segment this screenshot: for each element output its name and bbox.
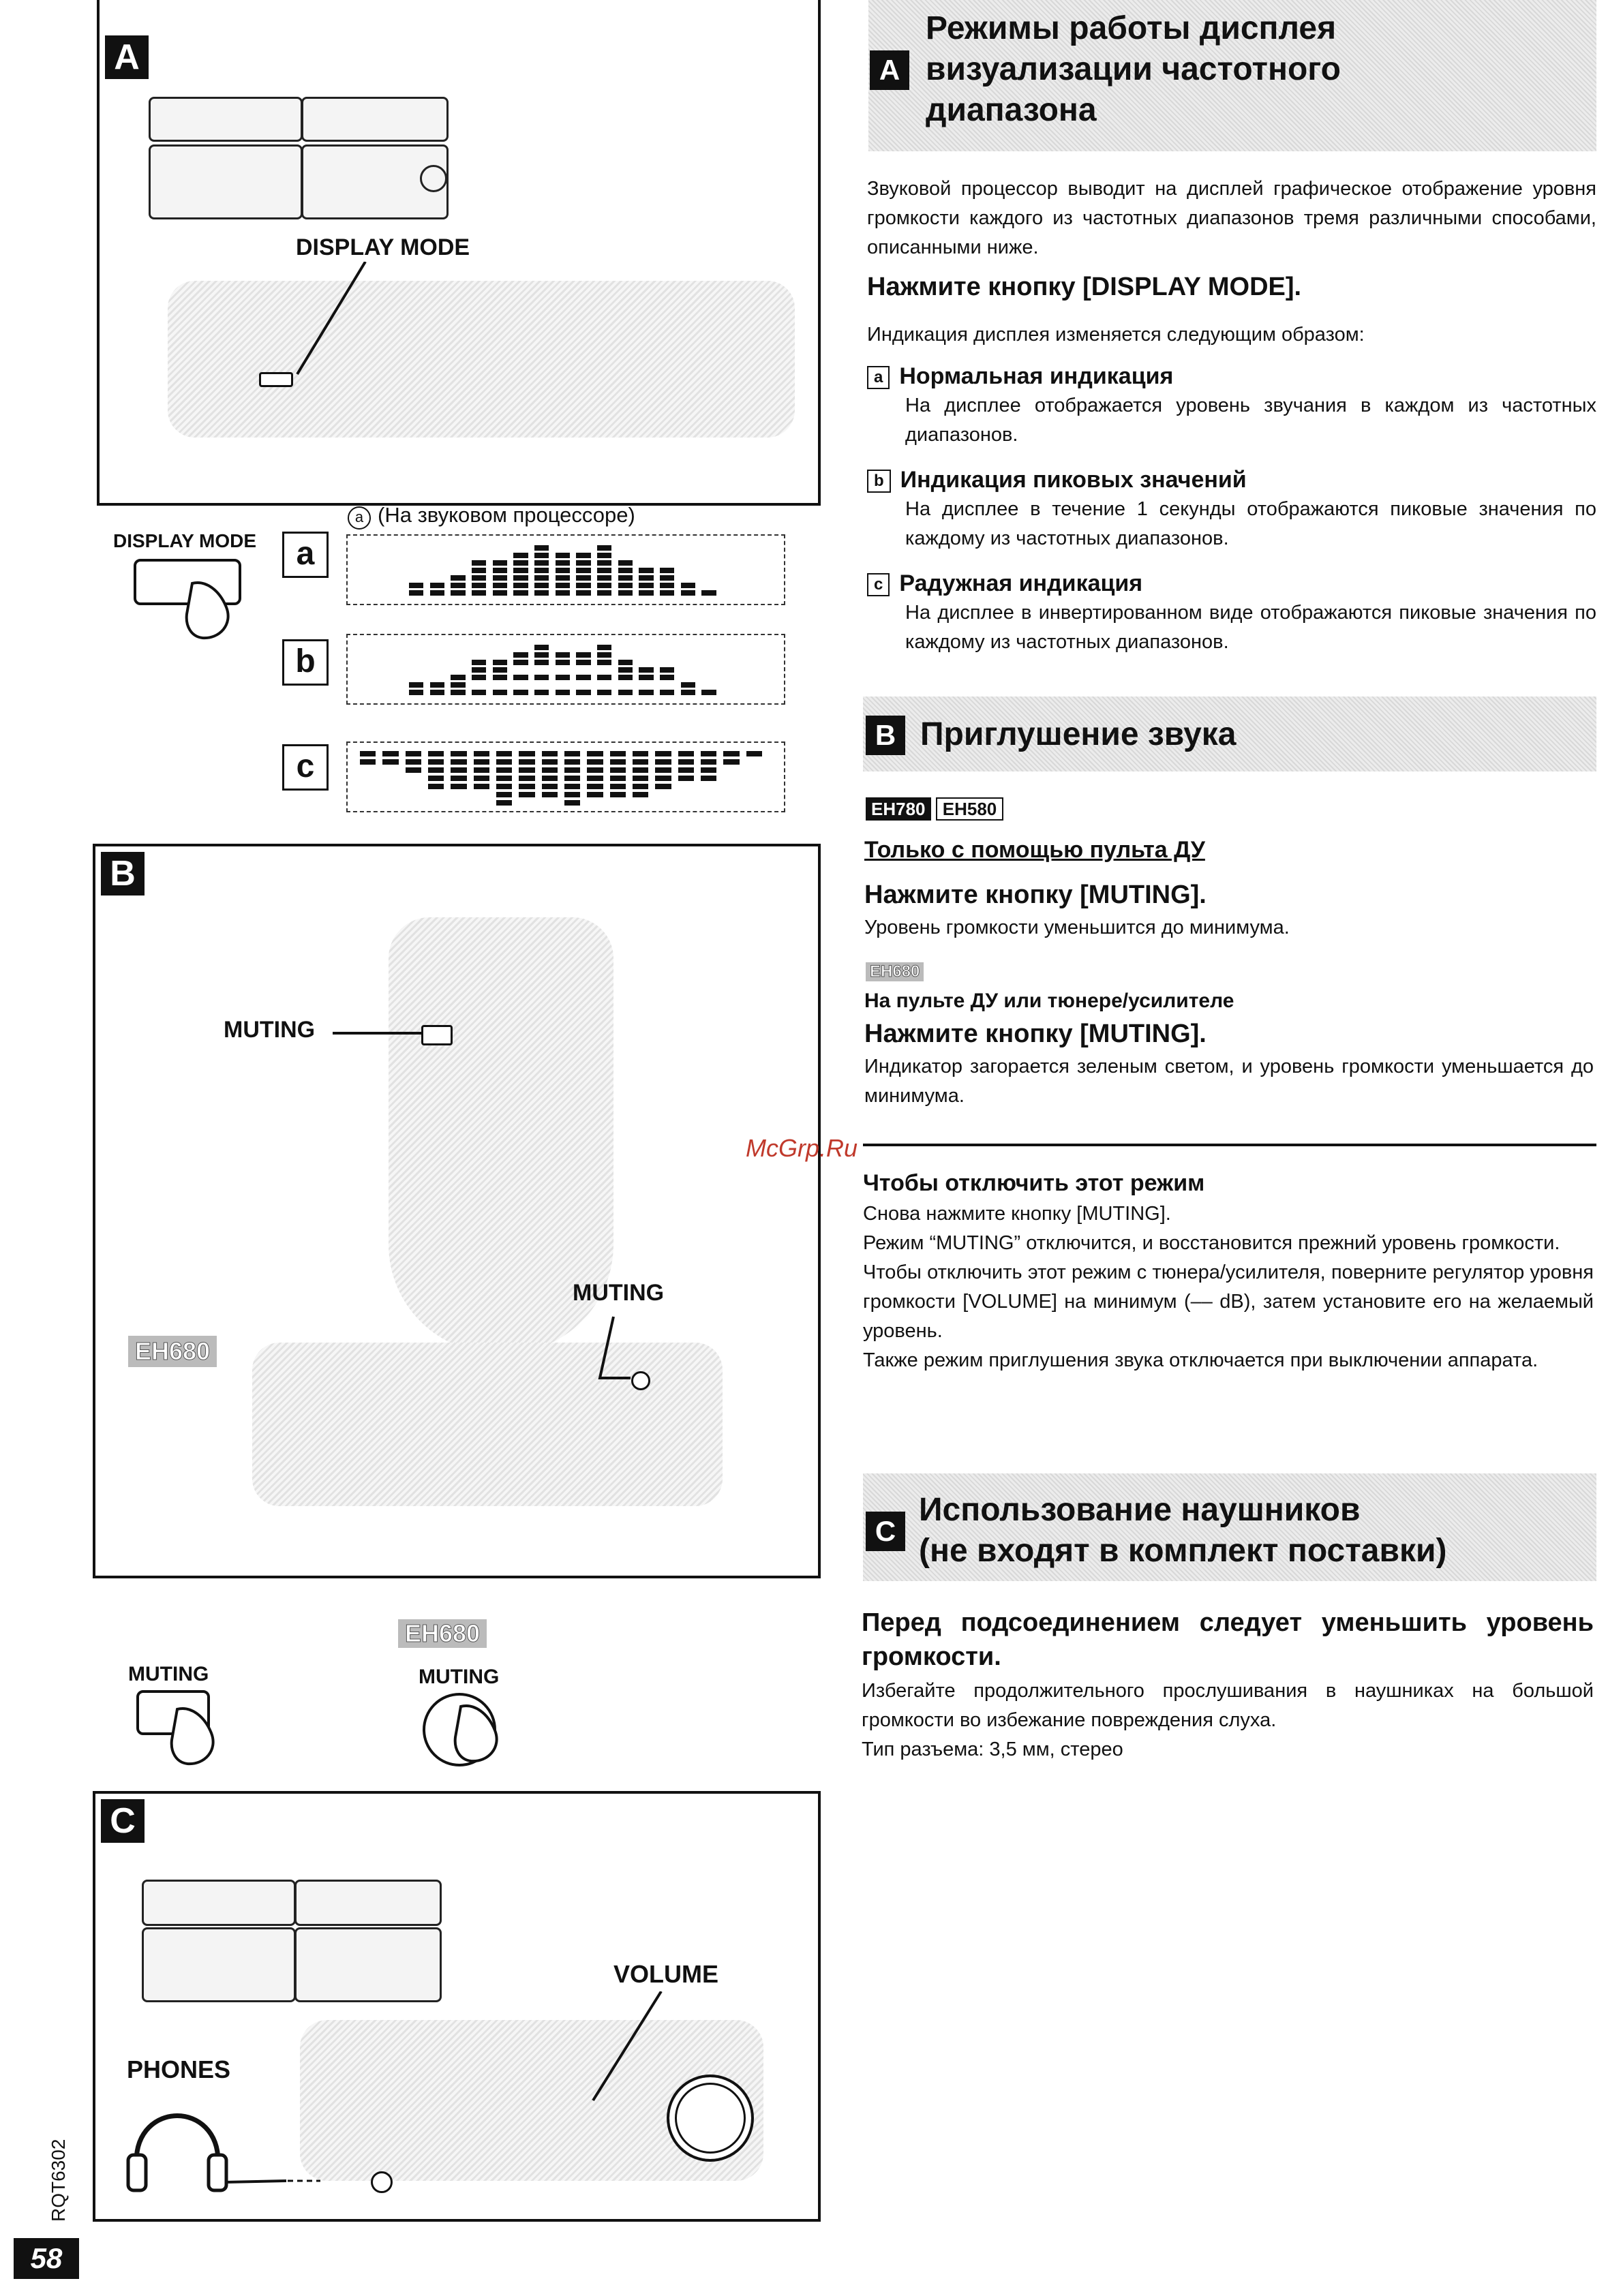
spectrum-segment	[513, 553, 528, 558]
spectrum-segment	[587, 792, 603, 797]
muting-remote-label: MUTING	[128, 1663, 209, 1685]
spectrum-segment	[472, 660, 486, 665]
spectrum-segment	[493, 575, 507, 581]
section-a-letter: A	[870, 50, 909, 90]
spectrum-segment	[564, 759, 580, 765]
section-b-letter: B	[866, 716, 905, 755]
spectrum-segment	[564, 784, 580, 789]
headphones-advice: Избегайте продолжительного прослушивания в наушниках на большой громкости во избежание повреждения слуха.	[862, 1680, 1594, 1731]
mode-item-b-text: На дисплее в течение 1 секунды отображаются пиковые значения по каждому из частотных диапазонов.	[905, 498, 1596, 549]
spectrum-segment	[660, 583, 674, 588]
spectrum-segment	[513, 560, 528, 566]
processor-note	[348, 503, 635, 530]
spectrum-segment	[556, 590, 570, 596]
section-b-title: Приглушение звука	[920, 716, 1237, 752]
section-a-title-1: Режимы работы дисплея	[926, 10, 1337, 46]
spectrum-segment	[513, 590, 528, 596]
spectrum-segment	[451, 690, 465, 695]
spectrum-segment	[519, 751, 534, 756]
volume-knob-icon	[420, 165, 447, 192]
spectrum-segment	[564, 751, 580, 756]
spectrum-segment	[451, 759, 466, 765]
phones-jack-icon[interactable]	[371, 2171, 393, 2193]
muting-label-remote: MUTING	[224, 1017, 316, 1043]
spectrum-segment	[493, 690, 507, 695]
spectrum-segment	[534, 553, 549, 558]
spectrum-segment	[472, 560, 486, 566]
stereo-unit-top-left	[149, 97, 303, 142]
cancel-line-3: Чтобы отключить этот режим с тюнера/усилителя, поверните регулятор уровня громкости [VOLUME] на минимум (–– dB), затем установите его на желаемый уровень.	[863, 1261, 1594, 1342]
spectrum-segment	[576, 675, 590, 680]
spectrum-segment	[360, 759, 376, 765]
display-mode-button-label: DISPLAY MODE	[113, 530, 257, 551]
spectrum-segment	[564, 767, 580, 773]
muting-unit-button-icon[interactable]	[631, 1371, 650, 1390]
mode-item-a	[867, 361, 1596, 450]
pressing-finger-icon	[179, 577, 247, 645]
tuner-front-panel-illustration	[168, 281, 795, 438]
headphones-warning: Перед подсоединением следует уменьшить уровень громкости.	[862, 1608, 1594, 1671]
spectrum-segment	[472, 675, 486, 680]
spectrum-segment	[618, 583, 633, 588]
spectrum-segment	[430, 590, 444, 596]
spectrum-segment	[513, 675, 528, 680]
spectrum-segment	[556, 560, 570, 566]
spectrum-segment	[451, 767, 466, 773]
spectrum-segment	[681, 583, 695, 588]
model-tag-eh680-b: EH680	[128, 1336, 217, 1367]
spectrum-segment	[587, 751, 603, 756]
panel-b-figure	[93, 844, 821, 1578]
spectrum-segment	[660, 690, 674, 695]
spectrum-segment	[451, 682, 465, 688]
section-a-sequence-note: Индикация дисплея изменяется следующим образом:	[867, 324, 1365, 346]
spectrum-segment	[576, 560, 590, 566]
section-c-letter: C	[866, 1512, 905, 1551]
cancel-line-1: Снова нажмите кнопку [MUTING].	[863, 1203, 1171, 1225]
spectrum-segment	[493, 583, 507, 588]
spectrum-segment	[587, 776, 603, 781]
spectrum-segment	[610, 792, 626, 797]
mode-a-label: a	[282, 532, 329, 578]
spectrum-segment	[534, 575, 549, 581]
spectrum-segment	[618, 660, 633, 665]
spectrum-segment	[564, 800, 580, 806]
spectrum-segment	[409, 690, 423, 695]
spectrum-segment	[496, 776, 512, 781]
spectrum-segment	[639, 575, 653, 581]
spectrum-segment	[472, 590, 486, 596]
spectrum-segment	[587, 784, 603, 789]
panel-b-letter: B	[101, 852, 145, 896]
volume-knob-large-icon[interactable]	[667, 2075, 754, 2162]
stereo-c-bottom-left	[142, 1927, 296, 2002]
model-tags	[866, 797, 1003, 821]
spectrum-segment	[513, 568, 528, 573]
spectrum-segment	[430, 690, 444, 695]
spectrum-segment	[678, 759, 694, 765]
cancel-mode-heading: Чтобы отключить этот режим	[863, 1170, 1205, 1196]
spectrum-segment	[556, 690, 570, 695]
spectrum-segment	[597, 553, 611, 558]
spectrum-segment	[701, 751, 716, 756]
section-a-instruction: Нажмите кнопку [DISPLAY MODE].	[867, 273, 1302, 301]
mode-c-label: c	[282, 744, 329, 791]
stereo-c-top-right	[294, 1880, 442, 1926]
spectrum-segment	[409, 583, 423, 588]
mode-item-a-title: Нормальная индикация	[899, 363, 1174, 389]
spectrum-segment	[542, 792, 558, 797]
cancel-line-2: Режим “MUTING” отключится, и восстановится прежний уровень громкости.	[863, 1232, 1560, 1254]
spectrum-segment	[576, 590, 590, 596]
spectrum-segment	[451, 583, 465, 588]
spectrum-segment	[360, 751, 376, 756]
spectrum-segment	[534, 545, 549, 551]
spectrum-segment	[701, 767, 716, 773]
spectrum-segment	[564, 776, 580, 781]
spectrum-segment	[610, 751, 626, 756]
spectrum-segment	[451, 776, 466, 781]
spectrum-segment	[610, 784, 626, 789]
spectrum-segment	[610, 759, 626, 765]
spectrum-segment	[655, 759, 671, 765]
model-tag-eh580: EH580	[936, 797, 1004, 821]
cancel-mode-text	[863, 1199, 1594, 1375]
spectrum-segment	[472, 568, 486, 573]
mode-item-a-key: a	[867, 366, 890, 389]
spectrum-segment	[660, 667, 674, 673]
panel-c-figure	[93, 1791, 821, 2222]
spectrum-segment	[513, 575, 528, 581]
section-divider	[863, 1144, 1596, 1146]
spectrum-segment	[678, 776, 694, 781]
panel-a-figure	[97, 0, 821, 506]
model-tag-eh680: EH680	[866, 962, 924, 981]
spectrum-segment	[633, 784, 648, 789]
display-mode-callout-label: DISPLAY MODE	[296, 234, 470, 260]
spectrum-segment	[660, 675, 674, 680]
spectrum-segment	[597, 645, 611, 650]
remote-or-unit-heading: На пульте ДУ или тюнере/усилителе	[864, 990, 1234, 1012]
spectrum-segment	[474, 784, 489, 789]
spectrum-segment	[701, 690, 716, 695]
spectrum-segment	[576, 575, 590, 581]
spectrum-segment	[409, 590, 423, 596]
spectrum-segment	[576, 553, 590, 558]
mode-item-a-text: На дисплее отображается уровень звучания в каждом из частотных диапазонов.	[905, 395, 1596, 446]
spectrum-segment	[681, 690, 695, 695]
spectrum-segment	[655, 776, 671, 781]
spectrum-segment	[678, 767, 694, 773]
spectrum-segment	[655, 784, 671, 789]
spectrum-peak	[409, 641, 723, 697]
spectrum-segment	[519, 792, 534, 797]
spectrum-segment	[639, 590, 653, 596]
spectrum-normal	[409, 541, 723, 597]
spectrum-segment	[534, 568, 549, 573]
cancel-line-4: Также режим приглушения звука отключается при выключении аппарата.	[863, 1349, 1538, 1371]
spectrum-segment	[639, 667, 653, 673]
spectrum-segment	[519, 767, 534, 773]
spectrum-segment	[618, 568, 633, 573]
spectrum-segment	[597, 560, 611, 566]
spectrum-segment	[639, 568, 653, 573]
stereo-c-top-left	[142, 1880, 296, 1926]
mode-item-b-key: b	[867, 470, 891, 493]
spectrum-segment	[701, 776, 716, 781]
model-tag-eh780: EH780	[866, 797, 931, 821]
headphones-icon	[116, 2080, 320, 2203]
spectrum-segment	[472, 575, 486, 581]
spectrum-segment	[701, 759, 716, 765]
spectrum-segment	[576, 690, 590, 695]
section-c-title-1: Использование наушников	[919, 1492, 1361, 1528]
spectrum-segment	[513, 652, 528, 658]
panel-a-letter: A	[105, 35, 149, 79]
processor-note-text: (На звуковом процессоре)	[378, 503, 635, 527]
spectrum-segment	[496, 751, 512, 756]
spectrum-segment	[428, 767, 444, 773]
section-c-title-2: (не входят в комплект поставки)	[919, 1533, 1447, 1569]
phones-label: PHONES	[127, 2055, 231, 2083]
spectrum-segment	[496, 759, 512, 765]
spectrum-segment	[428, 751, 444, 756]
spectrum-rainbow	[360, 747, 769, 804]
spectrum-segment	[493, 667, 507, 673]
spectrum-segment	[633, 792, 648, 797]
spectrum-segment	[474, 751, 489, 756]
spectrum-segment	[382, 759, 398, 765]
spectrum-segment	[430, 682, 444, 688]
spectrum-segment	[534, 560, 549, 566]
spectrum-segment	[633, 767, 648, 773]
muting-result-1: Уровень громкости уменьшится до минимума.	[864, 917, 1290, 938]
spectrum-segment	[639, 675, 653, 680]
muting-callout-line-remote	[333, 1032, 421, 1035]
spectrum-segment	[534, 652, 549, 658]
spectrum-segment	[474, 759, 489, 765]
muting-instruction-2: Нажмите кнопку [MUTING].	[864, 1020, 1207, 1048]
panel-c-letter: C	[101, 1799, 145, 1843]
spectrum-segment	[576, 660, 590, 665]
spectrum-segment	[556, 575, 570, 581]
spectrum-segment	[428, 759, 444, 765]
plug-type: Тип разъема: 3,5 мм, стерео	[862, 1739, 1123, 1760]
spectrum-segment	[513, 690, 528, 695]
spectrum-segment	[597, 690, 611, 695]
spectrum-segment	[618, 690, 633, 695]
muting-instruction-1: Нажмите кнопку [MUTING].	[864, 881, 1207, 909]
spectrum-segment	[496, 784, 512, 789]
watermark-mcgrp: McGrp.Ru	[746, 1134, 858, 1162]
spectrum-segment	[723, 759, 739, 765]
spectrum-segment	[681, 682, 695, 688]
section-a-title-2: визуализации частотного	[926, 51, 1341, 87]
section-a-title-3: диапазона	[926, 92, 1097, 128]
spectrum-segment	[451, 675, 465, 680]
spectrum-segment	[618, 590, 633, 596]
spectrum-segment	[472, 690, 486, 695]
spectrum-segment	[451, 575, 465, 581]
spectrum-segment	[534, 645, 549, 650]
spectrum-segment	[746, 751, 762, 756]
spectrum-segment	[681, 590, 695, 596]
spectrum-segment	[556, 660, 570, 665]
spectrum-segment	[639, 690, 653, 695]
spectrum-segment	[534, 675, 549, 680]
muting-unit-model-tag: EH680	[398, 1619, 487, 1648]
mode-item-c-title: Радужная индикация	[899, 570, 1143, 596]
spectrum-segment	[633, 751, 648, 756]
spectrum-segment	[472, 583, 486, 588]
spectrum-segment	[472, 667, 486, 673]
muting-callout-line-unit	[573, 1310, 654, 1405]
spectrum-segment	[660, 575, 674, 581]
volume-label: VOLUME	[613, 1960, 719, 1988]
spectrum-segment	[678, 751, 694, 756]
spectrum-segment	[597, 660, 611, 665]
spectrum-segment	[519, 776, 534, 781]
volume-callout-line	[573, 1991, 668, 2128]
stereo-c-bottom-right	[294, 1927, 442, 2002]
spectrum-segment	[576, 568, 590, 573]
spectrum-segment	[519, 759, 534, 765]
remote-only-heading: Только с помощью пульта ДУ	[864, 837, 1205, 863]
stereo-unit-top-right	[301, 97, 449, 142]
pressing-finger-remote-icon	[164, 1702, 232, 1771]
spectrum-segment	[451, 590, 465, 596]
page-number: 58	[14, 2238, 79, 2279]
muting-unit-label: MUTING	[419, 1666, 500, 1688]
spectrum-segment	[597, 590, 611, 596]
spectrum-segment	[451, 751, 466, 756]
spectrum-segment	[556, 652, 570, 658]
spectrum-segment	[474, 767, 489, 773]
spectrum-segment	[496, 767, 512, 773]
spectrum-segment	[660, 568, 674, 573]
spectrum-segment	[428, 776, 444, 781]
spectrum-segment	[493, 560, 507, 566]
stereo-unit-bottom-left	[149, 144, 303, 219]
spectrum-segment	[587, 767, 603, 773]
spectrum-segment	[493, 590, 507, 596]
spectrum-segment	[430, 583, 444, 588]
doc-code: RQT6302	[48, 2139, 69, 2222]
spectrum-segment	[534, 660, 549, 665]
mode-item-b-title: Индикация пиковых значений	[900, 467, 1247, 493]
spectrum-segment	[542, 759, 558, 765]
spectrum-segment	[610, 767, 626, 773]
spectrum-segment	[597, 583, 611, 588]
spectrum-segment	[610, 776, 626, 781]
spectrum-segment	[576, 583, 590, 588]
muting-remote-button-icon[interactable]	[421, 1025, 453, 1045]
spectrum-segment	[633, 776, 648, 781]
spectrum-segment	[655, 767, 671, 773]
spectrum-segment	[513, 660, 528, 665]
spectrum-segment	[451, 784, 466, 789]
spectrum-segment	[587, 759, 603, 765]
spectrum-segment	[406, 759, 421, 765]
spectrum-segment	[556, 553, 570, 558]
spectrum-segment	[428, 784, 444, 789]
mode-item-c	[867, 568, 1596, 657]
spectrum-segment	[534, 690, 549, 695]
spectrum-segment	[633, 759, 648, 765]
spectrum-segment	[597, 545, 611, 551]
spectrum-segment	[542, 784, 558, 789]
spectrum-segment	[496, 792, 512, 797]
muting-label-unit: MUTING	[573, 1280, 665, 1306]
spectrum-segment	[618, 560, 633, 566]
mode-b-label: b	[282, 639, 329, 686]
spectrum-segment	[655, 751, 671, 756]
spectrum-segment	[382, 751, 398, 756]
spectrum-segment	[597, 652, 611, 658]
spectrum-segment	[597, 575, 611, 581]
mode-item-b	[867, 465, 1596, 553]
spectrum-segment	[701, 590, 716, 596]
spectrum-segment	[474, 776, 489, 781]
spectrum-segment	[639, 583, 653, 588]
muting-result-2: Индикатор загорается зеленым светом, и уровень громкости уменьшается до минимума.	[864, 1056, 1594, 1107]
display-mode-button-icon[interactable]	[259, 372, 293, 387]
note-mark-icon: a	[348, 506, 371, 530]
spectrum-segment	[406, 767, 421, 773]
spectrum-segment	[513, 583, 528, 588]
spectrum-segment	[406, 751, 421, 756]
spectrum-segment	[542, 767, 558, 773]
spectrum-segment	[597, 568, 611, 573]
spectrum-segment	[618, 575, 633, 581]
spectrum-segment	[493, 675, 507, 680]
section-a-intro: Звуковой процессор выводит на дисплей графическое отображение уровня громкости каждого из частотных диапазонов тремя различными способами, описанными ниже.	[867, 178, 1596, 258]
spectrum-segment	[556, 583, 570, 588]
spectrum-segment	[534, 590, 549, 596]
spectrum-segment	[493, 568, 507, 573]
pressing-finger-unit-icon	[447, 1700, 515, 1768]
spectrum-segment	[496, 800, 512, 806]
spectrum-segment	[597, 675, 611, 680]
spectrum-segment	[519, 784, 534, 789]
spectrum-segment	[409, 682, 423, 688]
spectrum-segment	[576, 652, 590, 658]
mode-item-c-key: c	[867, 573, 890, 596]
spectrum-segment	[534, 583, 549, 588]
spectrum-segment	[493, 660, 507, 665]
spectrum-segment	[660, 590, 674, 596]
spectrum-segment	[542, 751, 558, 756]
spectrum-segment	[556, 675, 570, 680]
mode-item-c-text: На дисплее в инвертированном виде отображаются пиковые значения по каждому из частотных диапазонов.	[905, 602, 1596, 653]
spectrum-segment	[618, 667, 633, 673]
spectrum-segment	[542, 776, 558, 781]
spectrum-segment	[618, 675, 633, 680]
spectrum-segment	[723, 751, 739, 756]
spectrum-segment	[564, 792, 580, 797]
spectrum-segment	[556, 568, 570, 573]
